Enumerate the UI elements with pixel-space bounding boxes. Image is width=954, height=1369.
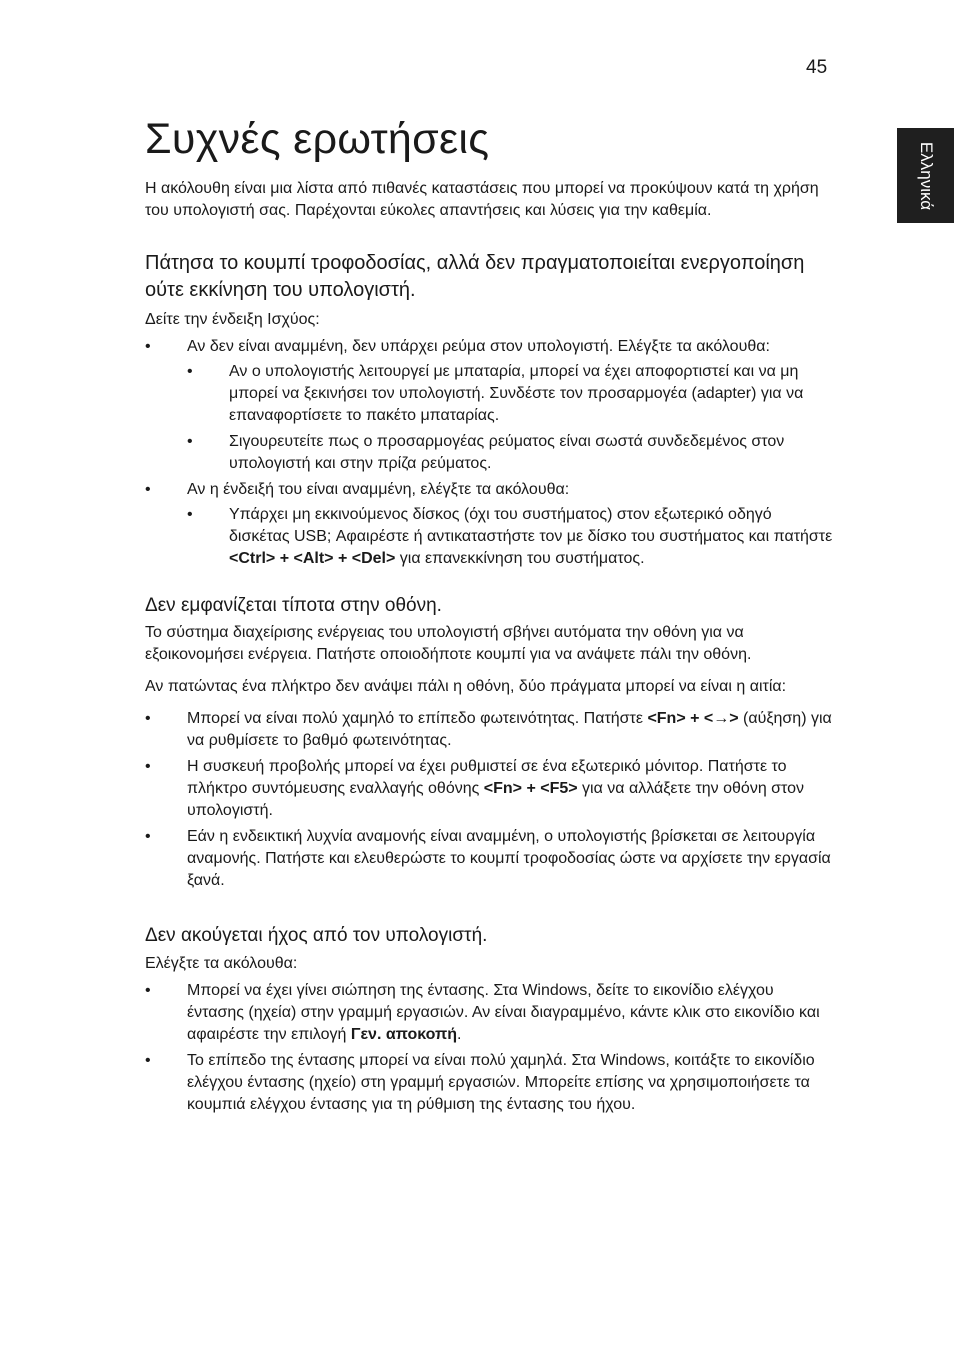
section-power-heading: Πάτησα το κουμπί τροφοδοσίας, αλλά δεν πραγματοποιείται ενεργοποίηση ούτε εκκίνηση του υπολογιστή. <box>145 252 805 301</box>
list-item <box>145 708 833 752</box>
list-item-text: (αύξηση) για να ρυθμίσετε το βαθμό φωτεινότητας. <box>187 710 832 749</box>
sub-list <box>187 504 833 570</box>
list-item-text: Μπορεί να είναι πολύ χαμηλό το επίπεδο φωτεινότητας. Πατήστε <box>187 710 648 727</box>
section-power-list <box>145 336 833 570</box>
section-display-para1: Το σύστημα διαχείρισης ενέργειας του υπολογιστή σβήνει αυτόματα την οθόνη για να εξοικονομήσει ενέργεια. Πατήστε οποιοδήποτε κουμπί για να ανάψετε πάλι την οθόνη. <box>145 624 752 663</box>
list-item-text: για να αλλάξετε την οθόνη στον υπολογιστή. <box>187 780 805 819</box>
list-item <box>145 826 833 892</box>
list-item-text: Αν ο υπολογιστής λειτουργεί με μπαταρία, μπορεί να έχει αποφορτιστεί και να μη μπορεί να ξεκινήσει τον υπολογιστή. Συνδέστε τον προσαρμογέα (adapter) για να επαναφορτίσετε το πακέτο μπαταρίας. <box>229 363 804 424</box>
menu-option-label: Γεν. αποκοπή <box>350 1026 457 1043</box>
sub-list <box>187 361 833 475</box>
section-sound-lead: Ελέγξτε τα ακόλουθα: <box>145 955 298 972</box>
list-item-text: Σιγουρευτείτε πως ο προσαρμογέας ρεύματος είναι σωστά συνδεδεμένος στον υπολογιστή και στην πρίζα ρεύματος. <box>229 433 785 472</box>
language-tab <box>897 128 954 223</box>
list-item-text: Μπορεί να έχει γίνει σιώπηση της έντασης. Στα Windows, δείτε το εικονίδιο ελέγχου έντασης (ηχεία) στην γραμμή εργασιών. Αν είναι διαγραμμένο, κάντε κλικ στο εικονίδιο και αφαιρέστε την επιλογή <box>187 982 820 1043</box>
list-item <box>145 1050 833 1116</box>
list-item-text: Αν η ένδειξή του είναι αναμμένη, ελέγξτε τα ακόλουθα: <box>187 481 570 498</box>
list-item-text: Το επίπεδο της έντασης μπορεί να είναι πολύ χαμηλά. Στα Windows, κοιτάξτε το εικονίδιο ελέγχου έντασης (ηχείο) στη γραμμή εργασιών. Μπορείτε επίσης να χρησιμοποιήσετε τα κουμπιά ελέγχου έντασης για τη ρύθμιση της έντασης του ήχου. <box>187 1052 815 1113</box>
page-title: Συχνές ερωτήσεις <box>145 115 490 163</box>
list-item <box>145 336 833 475</box>
page-number: 45 <box>806 57 828 78</box>
section-sound-list <box>145 980 833 1116</box>
list-item-text: Υπάρχει μη εκκινούμενος δίσκος (όχι του συστήματος) στον εξωτερικό οδηγό δισκέτας USB; Αφαιρέστε ή αντικαταστήστε τον με δίσκο του συστήματος και πατήστε <box>229 506 833 545</box>
list-item-text: Αν δεν είναι αναμμένη, δεν υπάρχει ρεύμα στον υπολογιστή. Ελέγξτε τα ακόλουθα: <box>187 338 770 355</box>
list-item <box>145 756 833 822</box>
section-power-lead: Δείτε την ένδειξη Ισχύος: <box>145 311 320 328</box>
intro-paragraph: Η ακόλουθη είναι μια λίστα από πιθανές καταστάσεις που μπορεί να προκύψουν κατά τη χρήση του υπολογιστή σας. Παρέχονται εύκολες απαντήσεις και λύσεις για την καθεμία. <box>145 180 819 219</box>
key-combo: <Fn> + <F5> <box>483 780 578 797</box>
list-item <box>145 980 833 1046</box>
section-display-para2: Αν πατώντας ένα πλήκτρο δεν ανάψει πάλι η οθόνη, δύο πράγματα μπορεί να είναι η αιτία: <box>145 678 787 695</box>
section-display-heading: Δεν εμφανίζεται τίποτα στην οθόνη. <box>145 595 442 616</box>
key-combo: <Fn> + <→> <box>647 710 739 727</box>
section-display-list <box>145 708 833 892</box>
page-content <box>145 112 833 1116</box>
language-tab-label: Ελληνικά <box>916 141 936 210</box>
list-item <box>187 431 833 475</box>
list-item-text: Εάν η ενδεικτική λυχνία αναμονής είναι αναμμένη, ο υπολογιστής βρίσκεται σε λειτουργία αναμονής. Πατήστε και ελευθερώστε το κουμπί τροφοδοσίας ώστε να αρχίσετε την εργασία ξανά. <box>187 828 831 889</box>
section-sound-heading: Δεν ακούγεται ήχος από τον υπολογιστή. <box>145 925 488 946</box>
list-item-text: Η συσκευή προβολής μπορεί να έχει ρυθμιστεί σε ένα εξωτερικό μόνιτορ. Πατήστε το πλήκτρο συντόμευσης εναλλαγής οθόνης <box>187 758 787 797</box>
list-item <box>187 504 833 570</box>
list-item <box>187 361 833 427</box>
list-item <box>145 479 833 570</box>
key-combo: <Ctrl> + <Alt> + <Del> <box>229 550 396 567</box>
list-item-text: . <box>456 1026 462 1043</box>
list-item-text: για επανεκκίνηση του συστήματος. <box>395 550 645 567</box>
